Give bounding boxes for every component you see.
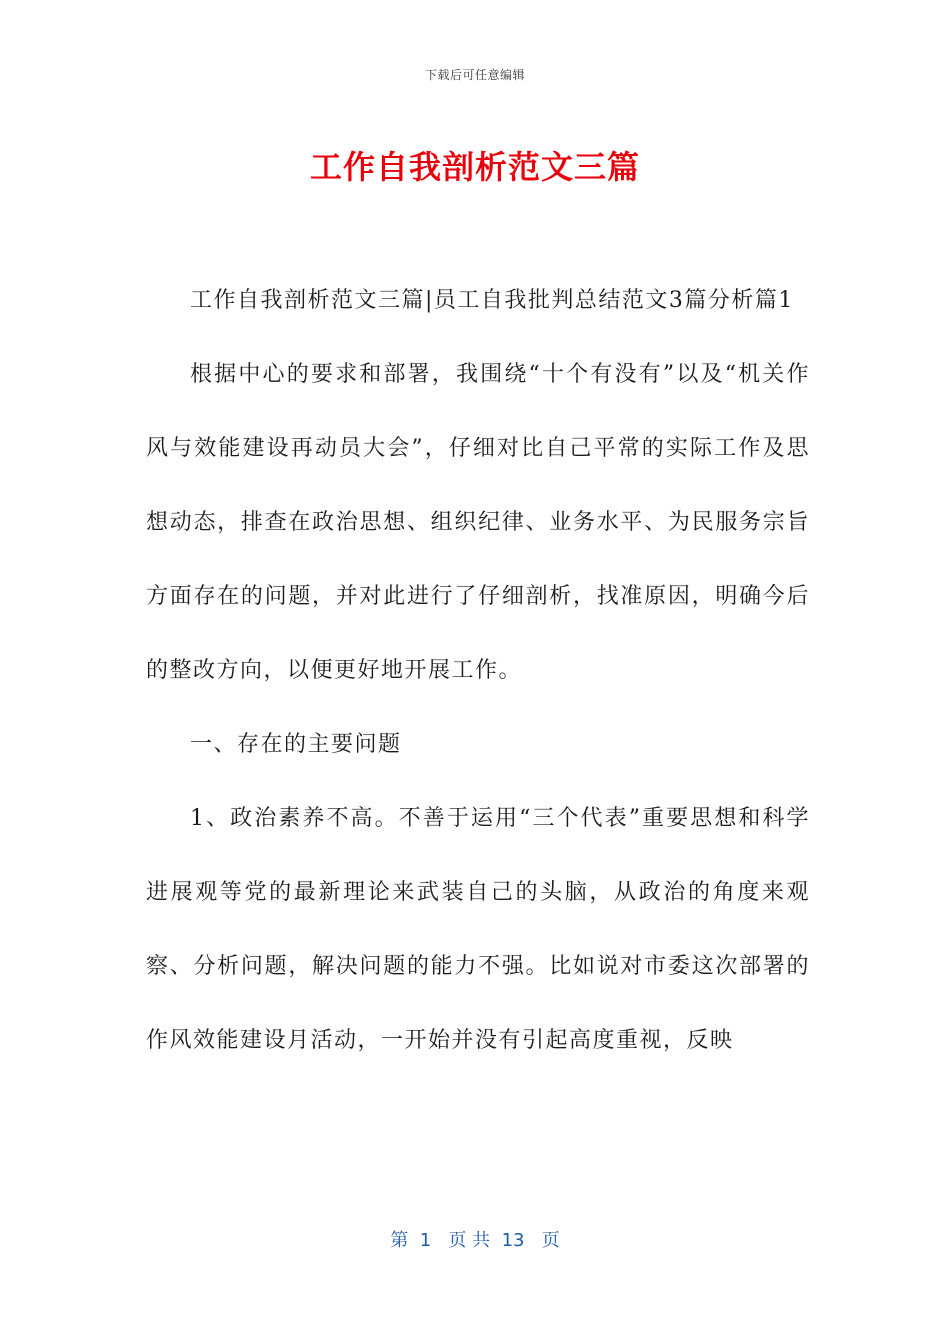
paragraph-point-1: 1、政治素养不高。不善于运用“三个代表”重要思想和科学进展观等党的最新理论来武装自己的头脑，从政治的角度来观察、分析问题，解决问题的能力不强。比如说对市委这次部署的作风效能建设月活动，一开始并没有引起高度重视，反映 <box>146 806 810 1053</box>
document-title: 工作自我剖析范文三篇 <box>309 148 640 186</box>
section-heading: 一、存在的主要问题 <box>190 732 402 757</box>
paragraph-subtitle: 工作自我剖析范文三篇|员工自我批判总结范文3篇分析篇1 <box>190 288 794 313</box>
page-footer: 第 1 页 共 13 页 <box>390 1230 560 1251</box>
header-note: 下载后可任意编辑 <box>424 68 525 82</box>
document-body <box>146 264 810 1078</box>
paragraph-intro: 根据中心的要求和部署，我围绕“十个有没有”以及“机关作风与效能建设再动员大会”，仔细对比自己平常的实际工作及思想动态，排查在政治思想、组织纪律、业务水平、为民服务宗旨方面存在的问题，并对此进行了仔细剖析，找准原因，明确今后的整改方向，以便更好地开展工作。 <box>146 362 810 683</box>
